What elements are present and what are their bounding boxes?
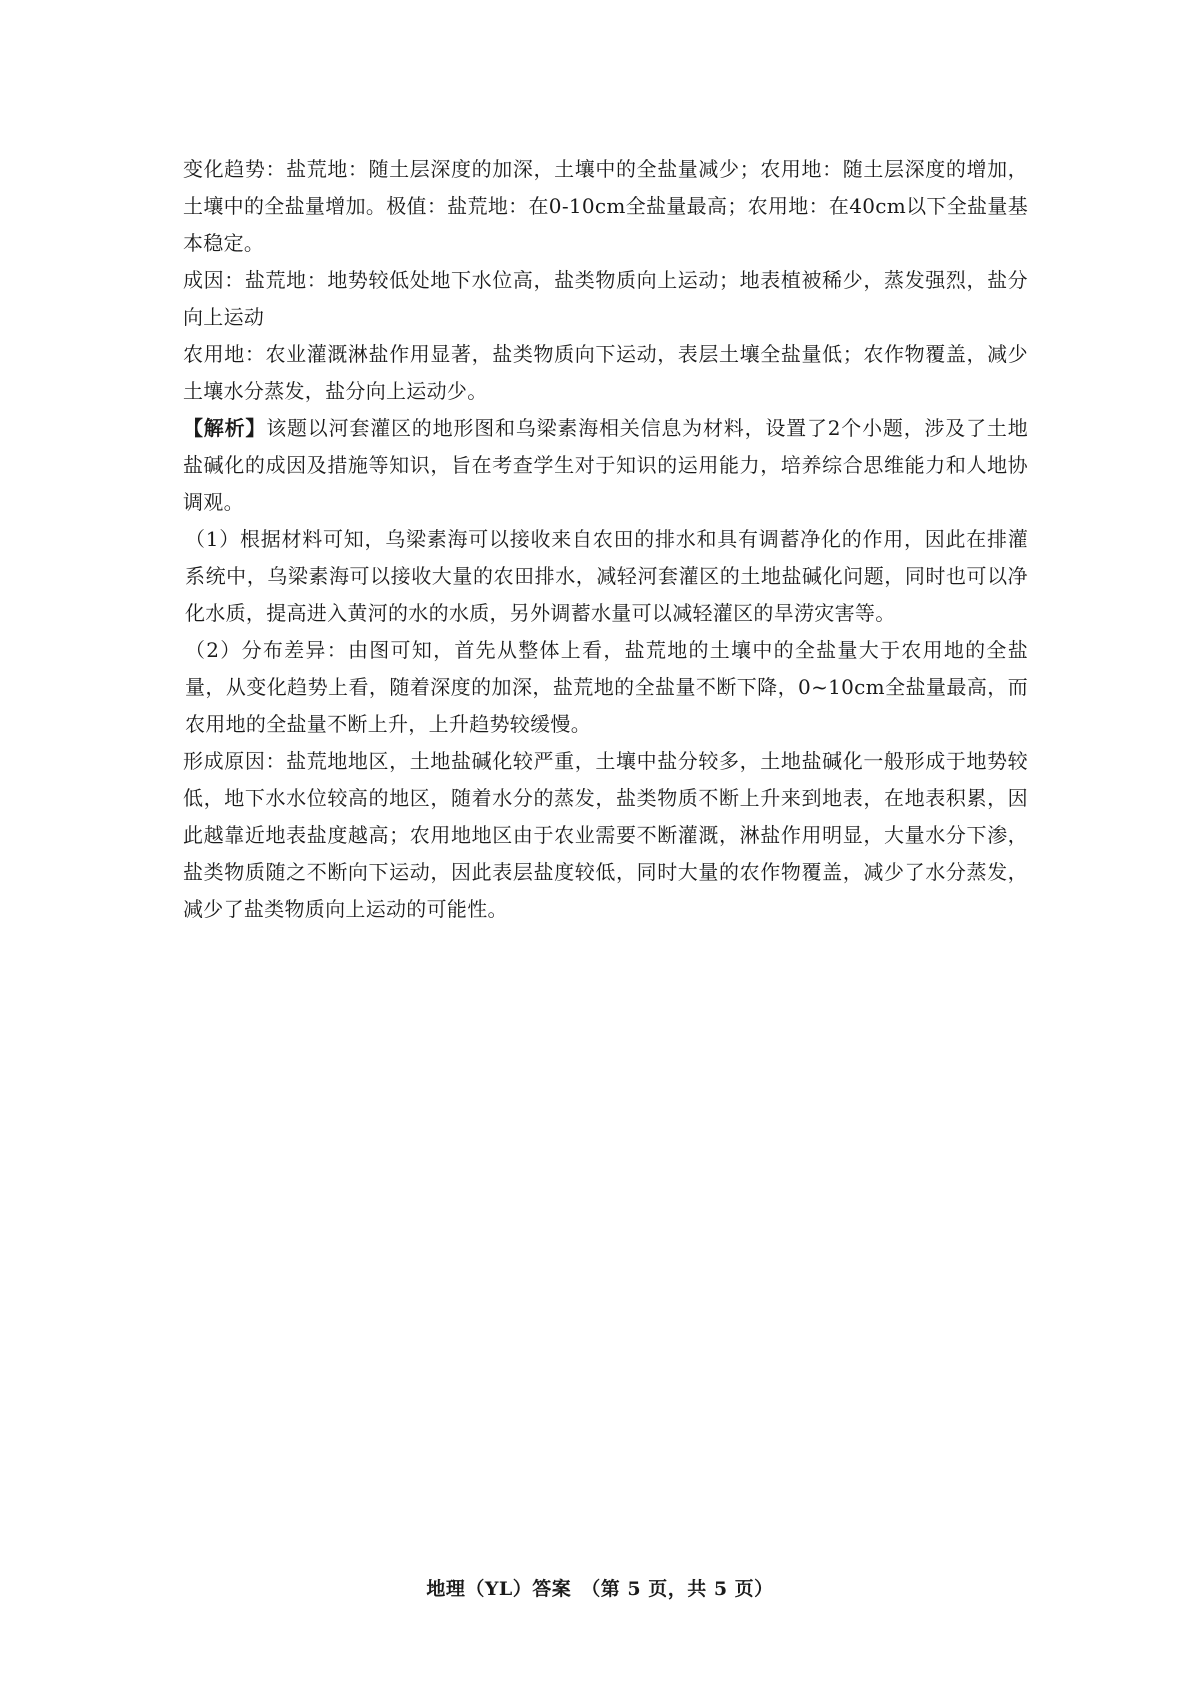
analysis-q2-paragraph: （2）分布差异：由图可知，首先从整体上看，盐荒地的土壤中的全盐量大于农用地的全盐量，从变化趋势上看，随着深度的加深，盐荒地的全盐量不断下降，0~10cm全盐量最高，而农用地的全盐量不断上升，上升趋势较缓慢。 bbox=[185, 638, 1028, 736]
analysis-intro-text: 该题以河套灌区的地形图和乌梁素海相关信息为材料，设置了2个小题，涉及了土地盐碱化的成因及措施等知识，旨在考查学生对于知识的运用能力，培养综合思维能力和人地协调观。 bbox=[183, 416, 1028, 514]
answer-cause-farmland-paragraph: 农用地：农业灌溉淋盐作用显著，盐类物质向下运动，表层土壤全盐量低；农作物覆盖，减少土壤水分蒸发，盐分向上运动少。 bbox=[183, 342, 1028, 403]
answer-trend-paragraph: 变化趋势：盐荒地：随土层深度的加深，土壤中的全盐量减少；农用地：随土层深度的增加，土壤中的全盐量增加。极值：盐荒地：在0-10cm全盐量最高；农用地：在40cm以下全盐量基本稳定。 bbox=[183, 157, 1028, 255]
answer-content bbox=[183, 151, 1028, 928]
analysis-intro-paragraph bbox=[183, 410, 1028, 521]
page-footer: 地理（YL）答案 （第 5 页，共 5 页） bbox=[426, 1578, 774, 1600]
answer-cause-saline-paragraph: 成因：盐荒地：地势较低处地下水位高，盐类物质向上运动；地表植被稀少，蒸发强烈，盐分向上运动 bbox=[183, 268, 1028, 329]
analysis-tag: 【解析】 bbox=[183, 416, 267, 440]
analysis-q1-paragraph: （1）根据材料可知，乌梁素海可以接收来自农田的排水和具有调蓄净化的作用，因此在排灌系统中，乌梁素海可以接收大量的农田排水，减轻河套灌区的土地盐碱化问题，同时也可以净化水质，提高进入黄河的水的水质，另外调蓄水量可以减轻灌区的旱涝灾害等。 bbox=[185, 527, 1028, 625]
analysis-formation-paragraph: 形成原因：盐荒地地区，土地盐碱化较严重，土壤中盐分较多，土地盐碱化一般形成于地势较低，地下水水位较高的地区，随着水分的蒸发，盐类物质不断上升来到地表，在地表积累，因此越靠近地表盐度越高；农用地地区由于农业需要不断灌溉，淋盐作用明显，大量水分下渗，盐类物质随之不断向下运动，因此表层盐度较低，同时大量的农作物覆盖，减少了水分蒸发，减少了盐类物质向上运动的可能性。 bbox=[183, 749, 1028, 921]
